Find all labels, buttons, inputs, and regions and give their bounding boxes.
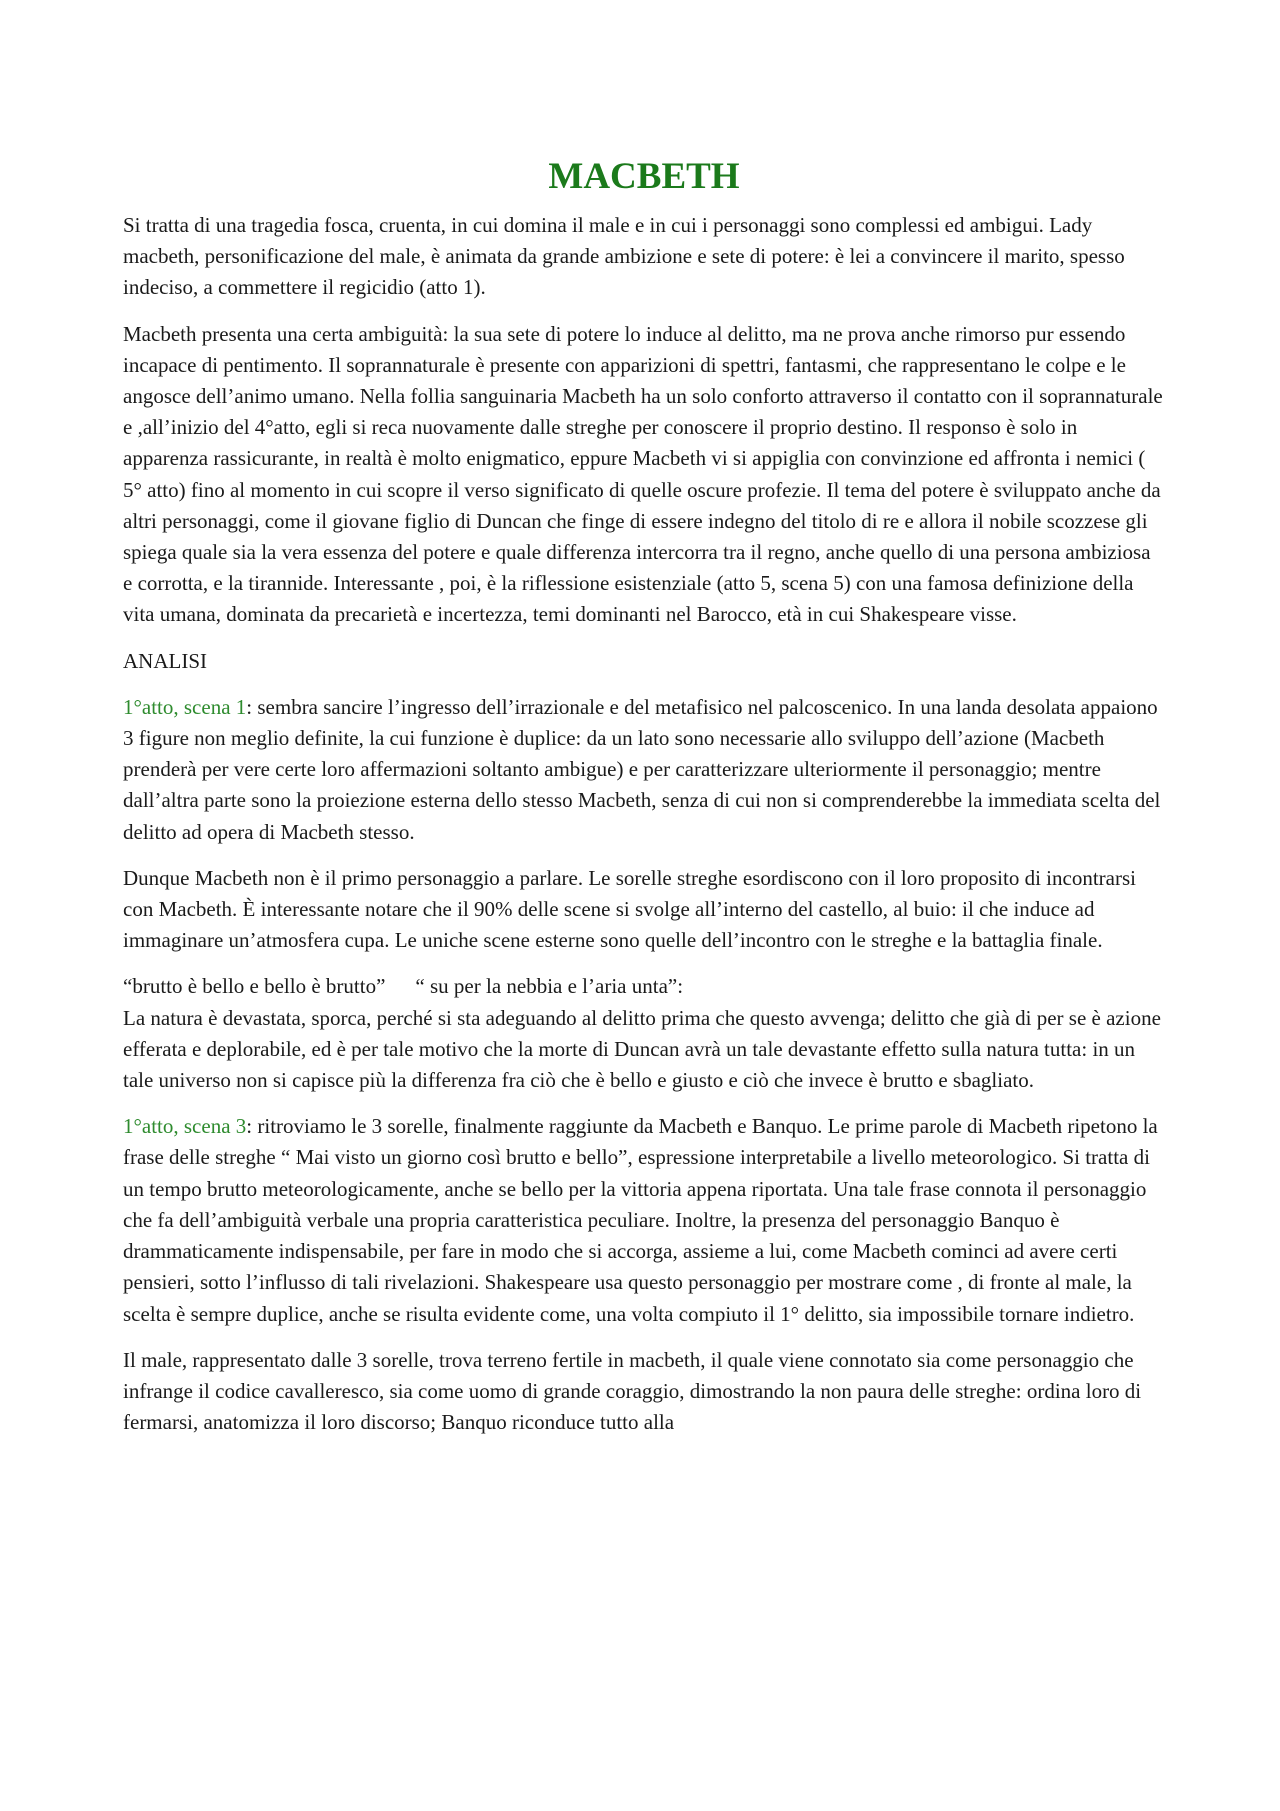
quote-b: “ su per la nebbia e l’aria unta”: — [415, 974, 684, 999]
quotes-paragraph — [123, 971, 1165, 1096]
quotes-line — [123, 971, 1165, 1002]
scene3-text: : ritroviamo le 3 sorelle, finalmente raggiunte da Macbeth e Banquo. Le prime parole di Macbeth ripetono la frase delle streghe “ Mai visto un giorno così brutto e bello”, espressione interpretabile a livello meteorologico. Si tratta di un tempo brutto meteorologicamente, anche se bello per la vittoria appena riportata. Una tale frase connota il personaggio che fa dell’ambiguità verbale una propria caratteristica peculiare. Inoltre, la presenza del personaggio Banquo è drammaticamente indispensabile, per fare in modo che si accorga, assieme a lui, come Macbeth cominci ad avere certi pensieri, sotto l’influsso di tali rivelazioni. Shakespeare usa questo personaggio per mostrare come , di fronte al male, la scelta è sempre duplice, anche se risulta evidente come, una volta compiuto il 1° delitto, sia impossibile tornare indietro. — [123, 1114, 1158, 1326]
intro-paragraph-2: Macbeth presenta una certa ambiguità: la sua sete di potere lo induce al delitto, ma ne prova anche rimorso pur essendo incapace di pentimento. Il soprannaturale è presente con apparizioni di spettri, fantasmi, che rappresentano le colpe e le angosce dell’animo umano. Nella follia sanguinaria Macbeth ha un solo conforto attraverso il contatto con il soprannaturale e ,all’inizio del 4°atto, egli si reca nuovamente dalle streghe per conoscere il proprio destino. Il responso è solo in apparenza rassicurante, in realtà è molto enigmatico, eppure Macbeth vi si appiglia con convinzione ed affronta i nemici ( 5° atto) fino al momento in cui scopre il verso significato di quelle oscure profezie. Il tema del potere è sviluppato anche da altri personaggi, come il giovane figlio di Duncan che finge di essere indegno del titolo di re e allora il nobile scozzese gli spiega quale sia la vera essenza del potere e quale differenza intercorra tra il regno, anche quello di una persona ambiziosa e corrotta, e la tirannide. Interessante , poi, è la riflessione esistenziale (atto 5, scena 5) con una famosa definizione della vita umana, dominata da precarietà e incertezza, temi dominanti nel Barocco, età in cui Shakespeare visse. — [123, 321, 1163, 627]
scene1-label: 1°atto, scena 1 — [123, 694, 247, 719]
quote-a: “brutto è bello e bello è brutto” — [123, 974, 386, 999]
quotes-text: La natura è devastata, sporca, perché si sta adeguando al delitto prima che questo avvenga; delitto che già di per se è azione efferata e deplorabile, ed è per tale motivo che la morte di Duncan avrà un tale devastante effetto sulla natura tutta: in un tale universo non si capisce più la differenza fra ciò che è bello e giusto e ciò che invece è brutto e sbagliato. — [123, 1005, 1161, 1093]
dunque-paragraph: Dunque Macbeth non è il primo personaggio a parlare. Le sorelle streghe esordiscono con il loro proposito di incontrarsi con Macbeth. È interessante notare che il 90% delle scene si svolge all’interno del castello, al buio: il che induce ad immaginare un’atmosfera cupa. Le uniche scene esterne sono quelle dell’incontro con le streghe e la battaglia finale. — [123, 865, 1136, 953]
intro-paragraph-1: Si tratta di una tragedia fosca, cruenta, in cui domina il male e in cui i personaggi sono complessi ed ambigui. Lady macbeth, personificazione del male, è animata da grande ambizione e sete di potere: è lei a convincere il marito, spesso indeciso, a commettere il regicidio (atto 1). — [123, 213, 1125, 300]
document-title: MACBETH — [548, 156, 740, 197]
document-page — [123, 150, 1165, 1453]
analysis-heading: ANALISI — [123, 648, 207, 673]
scene3-label: 1°atto, scena 3 — [123, 1114, 247, 1139]
scene1-text: : sembra sancire l’ingresso dell’irrazionale e del metafisico nel palcoscenico. In una landa desolata appaiono 3 figure non meglio definite, la cui funzione è duplice: da un lato sono necessarie allo sviluppo dell’azione (Macbeth prenderà per vere certe loro affermazioni soltanto ambigue) e per caratterizzare ulteriormente il personaggio; mentre dall’altra parte sono la proiezione esterna dello stesso Macbeth, senza di cui non si comprenderebbe la immediata scelta del delitto ad opera di Macbeth stesso. — [123, 694, 1161, 844]
scene1-paragraph — [123, 692, 1165, 848]
scene3-paragraph — [123, 1111, 1165, 1329]
final-paragraph: Il male, rappresentato dalle 3 sorelle, trova terreno fertile in macbeth, il quale viene connotato sia come personaggio che infrange il codice cavalleresco, sia come uomo di grande coraggio, dimostrando la non paura delle streghe: ordina loro di fermarsi, anatomizza il loro discorso; Banquo riconduce tutto alla — [123, 1347, 1142, 1435]
